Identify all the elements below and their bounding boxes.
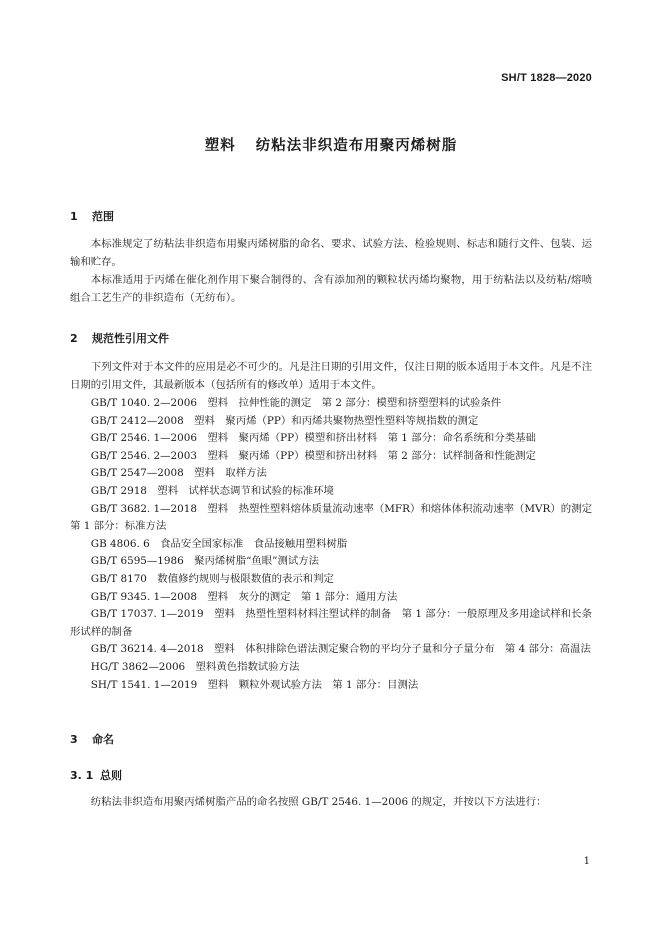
reference-item: GB/T 2412—2008 塑料 聚丙烯（PP）和丙烯共聚物热塑性塑料等规指数的测定	[90, 414, 479, 427]
title-part1: 塑料	[204, 138, 236, 154]
reference-item: GB 4806. 6 食品安全国家标准 食品接触用塑料树脂	[90, 537, 348, 550]
reference-item: GB/T 2546. 1—2006 塑料 聚丙烯（PP）模塑和挤出材料 第 1 部分：命名系统和分类基础	[90, 432, 536, 445]
reference-item: GB/T 2918 塑料 试样状态调节和试验的标准环境	[90, 484, 334, 497]
section-3-heading	[70, 731, 114, 747]
reference-item: GB/T 2547—2008 塑料 取样方法	[90, 467, 267, 480]
section-3-1-title: 总则	[100, 769, 122, 782]
section-1-number: 1	[70, 210, 78, 223]
section-1-paragraph-2: 本标准适用于丙烯在催化剂作用下聚合制得的、含有添加剂的颗粒状丙烯均聚物，用于纺粘法以及纺粘/熔喷组合工艺生产的非织造布（无纺布）。	[70, 274, 592, 304]
reference-item: GB/T 2546. 2—2003 塑料 聚丙烯（PP）模塑和挤出材料 第 2 部分：试样制备和性能测定	[90, 449, 536, 462]
reference-item: SH/T 1541. 1—2019 塑料 颗粒外观试验方法 第 1 部分：目测法	[90, 678, 419, 691]
reference-item: GB/T 17037. 1—2019 塑料 热塑性塑料材料注塑试样的制备 第 1 部分：一般原理及多用途试样和长条形试样的制备	[70, 608, 592, 638]
section-1-heading	[70, 208, 114, 224]
reference-item: HG/T 3862—2006 塑料黄色指数试验方法	[90, 660, 300, 673]
section-3-title: 命名	[92, 733, 114, 746]
section-1-paragraph-1: 本标准规定了纺粘法非织造布用聚丙烯树脂的命名、要求、试验方法、检验规则、标志和随行文件、包装、运输和贮存。	[70, 238, 592, 268]
section-2-title: 规范性引用文件	[92, 332, 169, 345]
reference-item: GB/T 8170 数值修约规则与极限数值的表示和判定	[90, 572, 334, 585]
section-2-heading	[70, 330, 169, 346]
document-title	[0, 134, 662, 155]
reference-item: GB/T 36214. 4—2018 塑料 体积排除色谱法测定聚合物的平均分子量和分子量分布 第 4 部分：高温法	[90, 643, 591, 656]
reference-list	[70, 395, 603, 694]
section-3-number: 3	[70, 733, 78, 746]
reference-item: GB/T 9345. 1—2008 塑料 灰分的测定 第 1 部分：通用方法	[90, 590, 398, 603]
section-3-1-paragraph: 纺粘法非织造布用聚丙烯树脂产品的命名按照 GB/T 2546. 1—2006 的规定，并按以下方法进行：	[90, 796, 547, 808]
title-part2: 纺粘法非织造布用聚丙烯树脂	[255, 138, 458, 154]
reference-item: GB/T 6595—1986 聚丙烯树脂“鱼眼”测试方法	[90, 555, 320, 568]
page-number: 1	[583, 856, 590, 867]
section-3-1-heading	[70, 767, 122, 783]
section-2-number: 2	[70, 332, 78, 345]
reference-item: GB/T 1040. 2—2006 塑料 拉伸性能的测定 第 2 部分：模塑和挤塑塑料的试验条件	[90, 397, 502, 409]
standard-code: SH/T 1828—2020	[501, 72, 592, 84]
reference-item: GB/T 3682. 1—2018 塑料 热塑性塑料熔体质量流动速率（MFR）和熔体体积流动速率（MVR）的测定 第 1 部分：标准方法	[70, 502, 603, 533]
section-2-intro: 下列文件对于本文件的应用是必不可少的。凡是注日期的引用文件，仅注日期的版本适用于本文件。凡是不注日期的引用文件，其最新版本（包括所有的修改单）适用于本文件。	[70, 361, 592, 391]
section-3-1-number: 3. 1	[70, 769, 94, 782]
section-1-title: 范围	[92, 210, 114, 223]
